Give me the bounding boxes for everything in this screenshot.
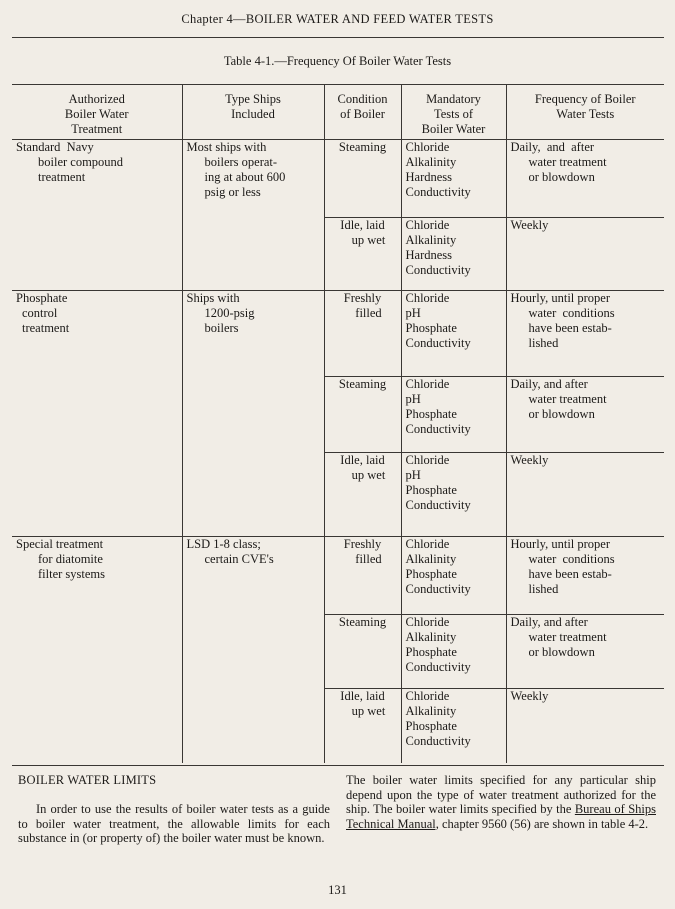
cell-line: certain CVE's <box>204 552 274 566</box>
treatment-cell <box>12 291 182 537</box>
cell-line: Standard Navy <box>16 140 94 154</box>
cell-line: psig or less <box>204 185 261 199</box>
table-row <box>12 537 664 615</box>
cell-line: Phosphate <box>405 407 457 421</box>
cell-line: Idle, laid <box>340 218 385 232</box>
tests-cell <box>401 689 506 763</box>
table-header-row <box>12 85 664 140</box>
cell-line: Weekly <box>510 689 549 703</box>
cell-line: Phosphate <box>16 291 68 305</box>
cell-line: pH <box>405 392 421 406</box>
cell-line: treatment <box>38 170 86 184</box>
cell-line: Special treatment <box>16 537 104 551</box>
tests-cell <box>401 291 506 377</box>
frequency-cell <box>506 615 664 689</box>
cell-line: Phosphate <box>405 321 457 335</box>
cell-line: Chloride <box>405 615 450 629</box>
tests-cell <box>401 537 506 615</box>
cell-line: Chloride <box>405 291 450 305</box>
cell-line: Phosphate <box>405 483 457 497</box>
cell-line: boilers <box>204 321 239 335</box>
cell-line: control <box>22 306 58 320</box>
tests-cell <box>401 377 506 453</box>
cell-line: LSD 1-8 class; <box>186 537 261 551</box>
cell-line: Steaming <box>338 615 387 629</box>
condition-cell <box>324 689 401 763</box>
tests-cell <box>401 615 506 689</box>
frequency-cell <box>506 453 664 537</box>
cell-line: Conductivity <box>405 422 471 436</box>
cell-line: Steaming <box>338 377 387 391</box>
cell-line: filled <box>355 306 382 320</box>
tests-cell <box>401 140 506 218</box>
cell-line: Hardness <box>405 248 453 262</box>
frequency-cell <box>506 218 664 291</box>
cell-line: Ships with <box>186 291 240 305</box>
cell-line: Chloride <box>405 377 450 391</box>
cell-line: or blowdown <box>528 407 595 421</box>
cell-line: Water Tests <box>556 107 615 121</box>
cell-line: Steaming <box>338 140 387 154</box>
cell-line: filter systems <box>38 567 106 581</box>
cell-line: have been estab- <box>528 321 612 335</box>
cell-line: lished <box>528 336 559 350</box>
cell-line: Authorized <box>68 92 125 106</box>
cell-line: or blowdown <box>528 170 595 184</box>
cell-line: Idle, laid <box>340 453 385 467</box>
table-row <box>12 291 664 377</box>
cell-line: Idle, laid <box>340 689 385 703</box>
cell-line: Boiler Water <box>64 107 129 121</box>
treatment-cell <box>12 537 182 763</box>
frequency-table <box>12 84 664 763</box>
cell-line: Chloride <box>405 140 450 154</box>
cell-line: Alkalinity <box>405 630 457 644</box>
col-header-condition <box>324 85 401 140</box>
condition-cell <box>324 218 401 291</box>
cell-line: have been estab- <box>528 567 612 581</box>
col-header-tests <box>401 85 506 140</box>
table-row <box>12 140 664 218</box>
cell-line: treatment <box>22 321 70 335</box>
cell-line: Chloride <box>405 453 450 467</box>
tests-cell <box>401 218 506 291</box>
cell-line: for diatomite <box>38 552 103 566</box>
cell-line: boilers operat- <box>204 155 278 169</box>
condition-cell <box>324 453 401 537</box>
cell-line: Included <box>231 107 275 121</box>
col-header-ships <box>182 85 324 140</box>
cell-line: water conditions <box>528 306 615 320</box>
cell-line: water conditions <box>528 552 615 566</box>
cell-line: Conductivity <box>405 734 471 748</box>
chapter-header: Chapter 4—BOILER WATER AND FEED WATER TESTS <box>181 12 494 26</box>
cell-line: Tests of <box>433 107 474 121</box>
condition-cell <box>324 537 401 615</box>
ships-cell <box>182 537 324 763</box>
cell-line: up wet <box>351 468 386 482</box>
cell-line: Mandatory <box>426 92 481 106</box>
cell-line: Freshly <box>343 537 382 551</box>
cell-line: 1200-psig <box>204 306 255 320</box>
right-paragraph-end: chapter 9560 (56) are shown in table 4-2. <box>438 816 649 831</box>
cell-line: Alkalinity <box>405 155 457 169</box>
cell-line: Frequency of Boiler <box>534 92 636 106</box>
condition-cell <box>324 140 401 218</box>
frequency-cell <box>506 377 664 453</box>
cell-line: water treatment <box>528 630 607 644</box>
cell-line: Condition <box>337 92 388 106</box>
cell-line: water treatment <box>528 392 607 406</box>
cell-line: Daily, and after <box>510 377 588 391</box>
condition-cell <box>324 377 401 453</box>
cell-line: up wet <box>351 704 386 718</box>
cell-line: Daily, and after <box>510 615 588 629</box>
cell-line: ing at about 600 <box>204 170 286 184</box>
table-caption: Table 4-1.—Frequency Of Boiler Water Tests <box>223 54 452 68</box>
page-number: 131 <box>328 883 347 897</box>
cell-line: Daily, and after <box>510 140 595 154</box>
cell-line: Phosphate <box>405 719 457 733</box>
cell-line: Type Ships <box>225 92 281 106</box>
cell-line: pH <box>405 468 421 482</box>
cell-line: lished <box>528 582 559 596</box>
table-bottom-rule <box>12 765 664 766</box>
cell-line: Chloride <box>405 218 450 232</box>
frequency-cell <box>506 689 664 763</box>
cell-line: Alkalinity <box>405 704 457 718</box>
frequency-cell <box>506 291 664 377</box>
cell-line: Alkalinity <box>405 552 457 566</box>
cell-line: Conductivity <box>405 185 471 199</box>
col-header-treatment <box>12 85 182 140</box>
cell-line: Conductivity <box>405 336 471 350</box>
left-paragraph: In order to use the results of boiler water tests as a guide to boiler water treatment, the allowable limits for each substance in (or property of) the boiler water must be known. <box>18 802 330 845</box>
cell-line: Chloride <box>405 689 450 703</box>
cell-line: Phosphate <box>405 567 457 581</box>
right-paragraph <box>346 773 656 831</box>
cell-line: Boiler Water <box>421 122 486 136</box>
cell-line: pH <box>405 306 421 320</box>
ships-cell <box>182 291 324 537</box>
cell-line: boiler compound <box>38 155 124 169</box>
cell-line: up wet <box>351 233 386 247</box>
cell-line: Alkalinity <box>405 233 457 247</box>
condition-cell <box>324 291 401 377</box>
section-title: BOILER WATER LIMITS <box>18 773 157 787</box>
condition-cell <box>324 615 401 689</box>
header-rule <box>12 37 664 38</box>
cell-line: filled <box>355 552 382 566</box>
cell-line: Conductivity <box>405 582 471 596</box>
cell-line: Hardness <box>405 170 453 184</box>
cell-line: Weekly <box>510 453 549 467</box>
treatment-cell <box>12 140 182 291</box>
manual-reference: Bureau of Ships Technical Manual, <box>346 802 656 831</box>
tests-cell <box>401 453 506 537</box>
cell-line: Hourly, until proper <box>510 537 611 551</box>
cell-line: Freshly <box>343 291 382 305</box>
cell-line: Chloride <box>405 537 450 551</box>
frequency-cell <box>506 140 664 218</box>
ships-cell <box>182 140 324 291</box>
cell-line: of Boiler <box>340 107 385 121</box>
cell-line: Weekly <box>510 218 549 232</box>
right-paragraph-text: The boiler water limits specified for any particular ship depend upon the type of water treatment authorized for the ship. The boiler water limits specified by the <box>346 773 656 816</box>
frequency-cell <box>506 537 664 615</box>
cell-line: Phosphate <box>405 645 457 659</box>
cell-line: or blowdown <box>528 645 595 659</box>
cell-line: Hourly, until proper <box>510 291 611 305</box>
cell-line: water treatment <box>528 155 607 169</box>
cell-line: Conductivity <box>405 263 471 277</box>
cell-line: Treatment <box>71 122 123 136</box>
col-header-frequency <box>506 85 664 140</box>
cell-line: Conductivity <box>405 660 471 674</box>
cell-line: Conductivity <box>405 498 471 512</box>
cell-line: Most ships with <box>186 140 267 154</box>
